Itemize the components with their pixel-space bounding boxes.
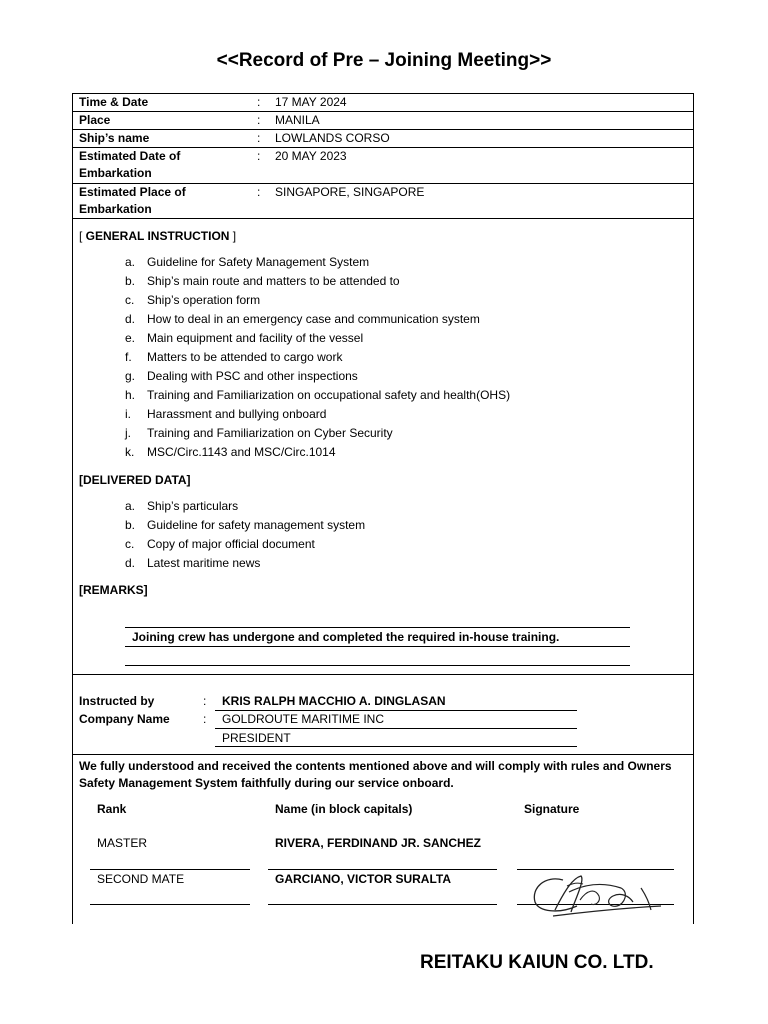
embark-date-label	[79, 148, 249, 182]
list-item-letter: d.	[125, 312, 136, 326]
list-item-text: Dealing with PSC and other inspections	[147, 369, 358, 383]
list-item-text: Latest maritime news	[147, 556, 261, 570]
colon: :	[257, 131, 261, 145]
embark-date-value: 20 MAY 2023	[275, 149, 347, 163]
list-item-letter: f.	[125, 350, 132, 364]
colon: :	[257, 113, 261, 127]
embark-place-value: SINGAPORE, SINGAPORE	[275, 185, 425, 199]
time-date-value: 17 MAY 2024	[275, 95, 347, 109]
list-item-letter: g.	[125, 369, 136, 383]
agreement-line-1: We fully understood and received the contents mentioned above and will comply with rules and Owners	[79, 759, 672, 773]
section-divider	[72, 674, 693, 675]
colon: :	[203, 712, 207, 726]
list-item-letter: c.	[125, 293, 135, 307]
list-item-text: Training and Familiarization on occupational safety and health(OHS)	[147, 388, 511, 402]
signature-line	[215, 728, 577, 729]
remarks-line	[125, 646, 630, 647]
time-date-label: Time & Date	[79, 95, 149, 109]
list-item-letter: d.	[125, 556, 136, 570]
list-item-letter: c.	[125, 537, 135, 551]
signature-line	[215, 746, 577, 747]
rank-line	[90, 904, 250, 905]
place-label: Place	[79, 113, 111, 127]
name-line	[268, 869, 497, 870]
list-item-text: Main equipment and facility of the vessel	[147, 331, 364, 345]
embark-date-label-line1: Estimated Date of	[79, 149, 181, 163]
crew-name: RIVERA, FERDINAND JR. SANCHEZ	[275, 836, 482, 850]
instructed-by-value: KRIS RALPH MACCHIO A. DINGLASAN	[222, 694, 446, 708]
remarks-line	[125, 627, 630, 628]
name-line	[268, 904, 497, 905]
list-item-text: Copy of major official document	[147, 537, 315, 551]
bracket: [	[79, 229, 86, 243]
embark-place-label-line1: Estimated Place of	[79, 185, 186, 199]
company-footer: REITAKU KAIUN CO. LTD.	[420, 952, 654, 973]
list-item-letter: b.	[125, 518, 136, 532]
remarks-heading: [REMARKS]	[79, 583, 148, 597]
row-divider	[72, 218, 693, 219]
agreement-line-2: Safety Management System faithfully during our service onboard.	[79, 776, 454, 790]
list-item-text: Ship’s main route and matters to be attended to	[147, 274, 400, 288]
colon: :	[203, 694, 207, 708]
embark-place-label-line2: Embarkation	[79, 202, 152, 216]
list-item-letter: b.	[125, 274, 136, 288]
colon: :	[257, 149, 261, 163]
list-item-letter: h.	[125, 388, 136, 402]
place-value: MANILA	[275, 113, 320, 127]
list-item-text: Guideline for Safety Management System	[147, 255, 370, 269]
general-instruction-heading	[79, 228, 236, 245]
handwritten-signature	[525, 870, 670, 920]
bracket: ]	[229, 229, 237, 243]
embark-date-label-line2: Embarkation	[79, 166, 152, 180]
list-item-text: How to deal in an emergency case and communication system	[147, 312, 480, 326]
colon: :	[257, 185, 261, 199]
list-item-letter: a.	[125, 255, 136, 269]
list-item-letter: j.	[125, 426, 131, 440]
crew-name: GARCIANO, VICTOR SURALTA	[275, 872, 451, 886]
list-item-text: Matters to be attended to cargo work	[147, 350, 343, 364]
ship-name-label: Ship’s name	[79, 131, 150, 145]
list-item-text: Harassment and bullying onboard	[147, 407, 327, 421]
name-column-header: Name (in block capitals)	[275, 802, 413, 816]
position-value: PRESIDENT	[222, 731, 291, 745]
list-item-text: Ship’s particulars	[147, 499, 239, 513]
remarks-line	[125, 665, 630, 666]
company-name-label: Company Name	[79, 712, 170, 726]
crew-rank: SECOND MATE	[97, 872, 185, 886]
crew-rank: MASTER	[97, 836, 148, 850]
ship-name-value: LOWLANDS CORSO	[275, 131, 390, 145]
section-divider	[72, 754, 693, 755]
heading-text: GENERAL INSTRUCTION	[85, 229, 230, 243]
list-item-letter: e.	[125, 331, 136, 345]
delivered-data-heading: [DELIVERED DATA]	[79, 473, 191, 487]
list-item-letter: a.	[125, 499, 136, 513]
embark-place-label	[79, 184, 249, 218]
rank-column-header: Rank	[97, 802, 127, 816]
rank-line	[90, 869, 250, 870]
list-item-letter: k.	[125, 445, 135, 459]
document-title: <<Record of Pre – Joining Meeting>>	[216, 50, 552, 71]
colon: :	[257, 95, 261, 109]
list-item-text: MSC/Circ.1143 and MSC/Circ.1014	[147, 445, 336, 459]
list-item-text: Training and Familiarization on Cyber Security	[147, 426, 393, 440]
instructed-by-label: Instructed by	[79, 694, 155, 708]
company-name-value: GOLDROUTE MARITIME INC	[222, 712, 385, 726]
signature-column-header: Signature	[524, 802, 580, 816]
remarks-text: Joining crew has undergone and completed the required in-house training.	[132, 630, 560, 644]
list-item-text: Ship’s operation form	[147, 293, 261, 307]
list-item-text: Guideline for safety management system	[147, 518, 366, 532]
list-item-letter: i.	[125, 407, 131, 421]
